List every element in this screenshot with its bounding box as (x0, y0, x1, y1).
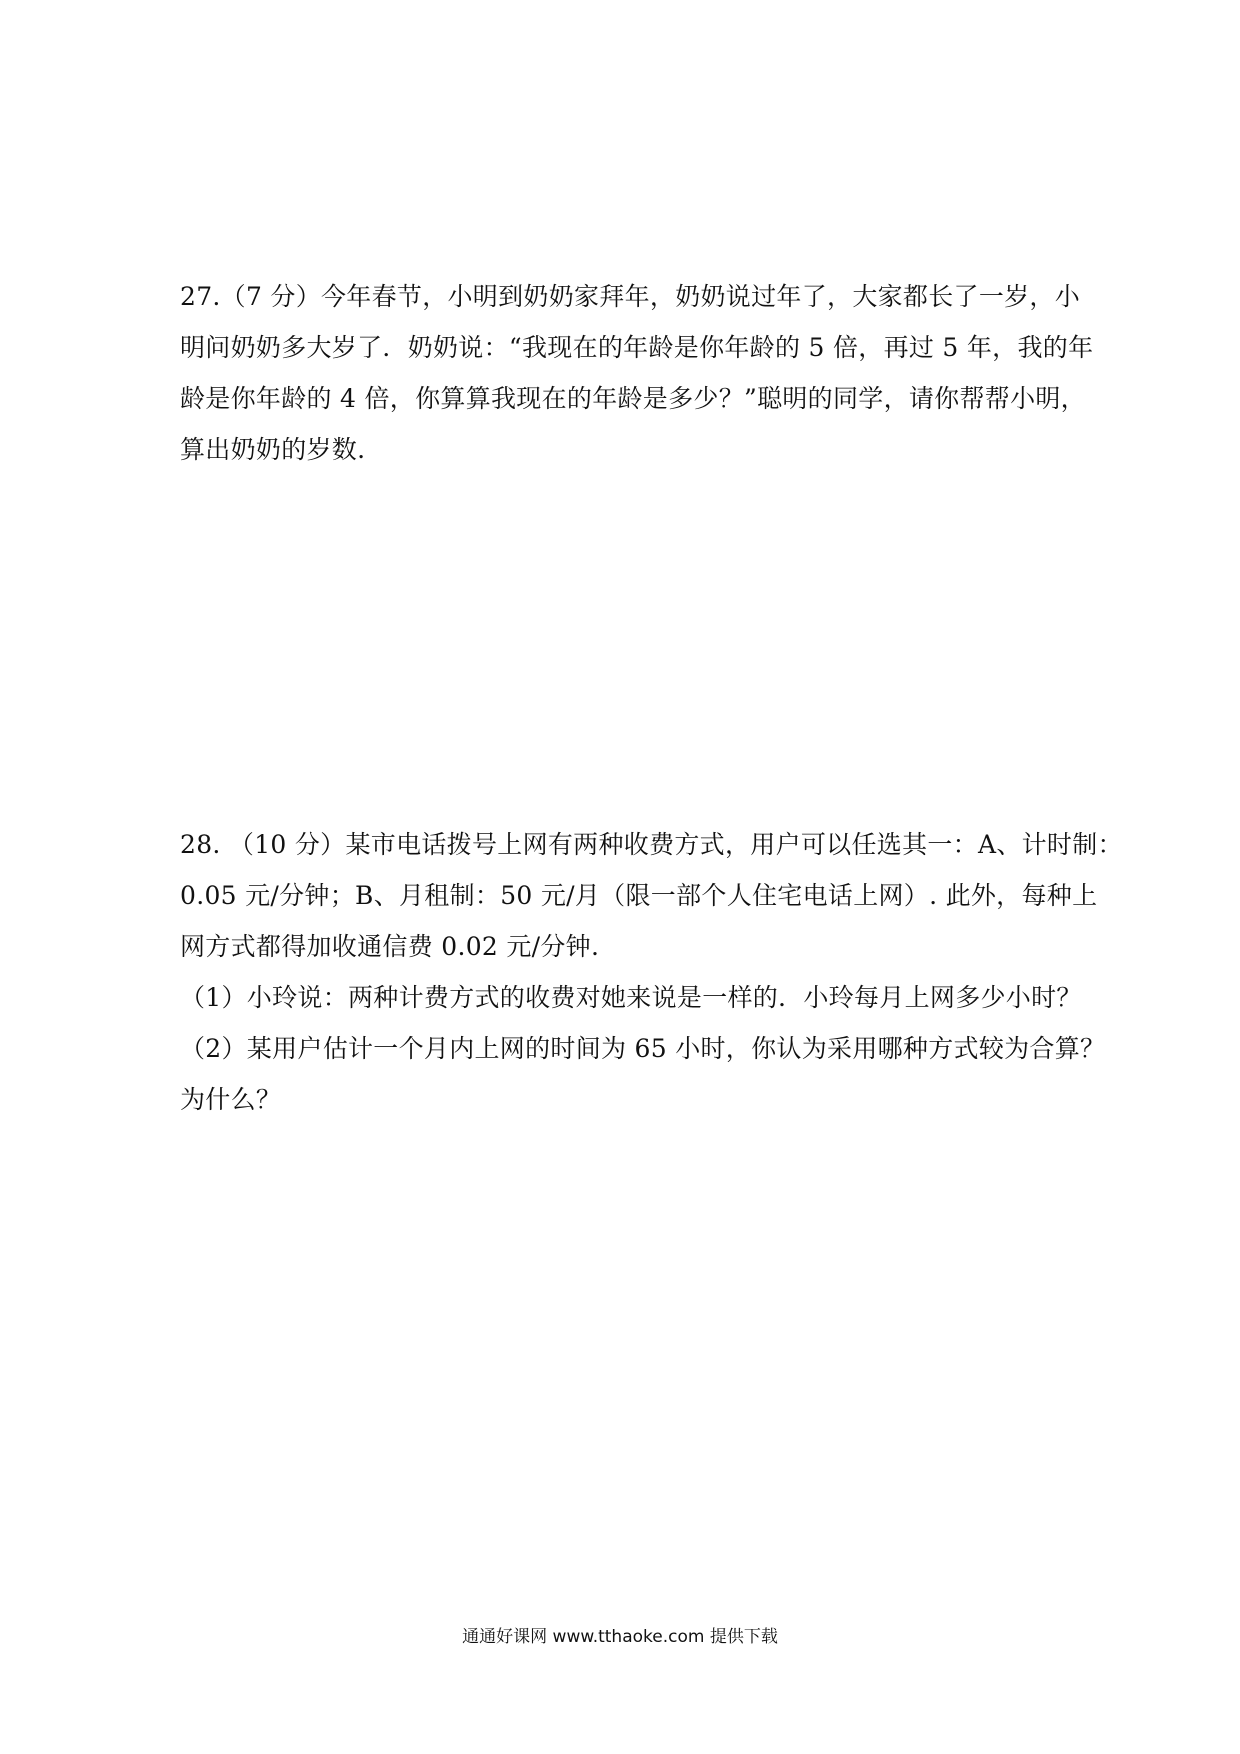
footer-credit: 通通好课网 www.tthaoke.com 提供下载 (462, 1627, 778, 1647)
problem-28-subquestion-1: （1）小玲说：两种计费方式的收费对她来说是一样的．小玲每月上网多少小时？ (180, 983, 1082, 1012)
problem-27-line-4: 算出奶奶的岁数. (180, 435, 366, 464)
problem-28-line-2: 0.05 元/分钟；B、月租制：50 元/月（限一部个人住宅电话上网）. 此外，每种上 (180, 881, 1098, 910)
problem-27-line-1: 27.（7 分）今年春节，小明到奶奶家拜年，奶奶说过年了，大家都长了一岁，小 (180, 282, 1081, 311)
problem-28-subquestion-2: （2）某用户估计一个月内上网的时间为 65 小时，你认为采用哪种方式较为合算？ (180, 1034, 1106, 1063)
problem-28-subquestion-2-cont: 为什么？ (180, 1085, 282, 1114)
problem-28 (180, 819, 1123, 1125)
problem-27 (180, 271, 1094, 475)
problem-28-line-3: 网方式都得加收通信费 0.02 元/分钟. (180, 932, 600, 961)
problem-28-line-1: 28. （10 分）某市电话拨号上网有两种收费方式，用户可以任选其一：A、计时制： (180, 830, 1123, 859)
problem-27-line-3: 龄是你年龄的 4 倍，你算算我现在的年龄是多少？”聪明的同学，请你帮帮小明， (180, 384, 1086, 413)
problem-27-line-2: 明问奶奶多大岁了．奶奶说：“我现在的年龄是你年龄的 5 倍，再过 5 年，我的年 (180, 333, 1094, 362)
